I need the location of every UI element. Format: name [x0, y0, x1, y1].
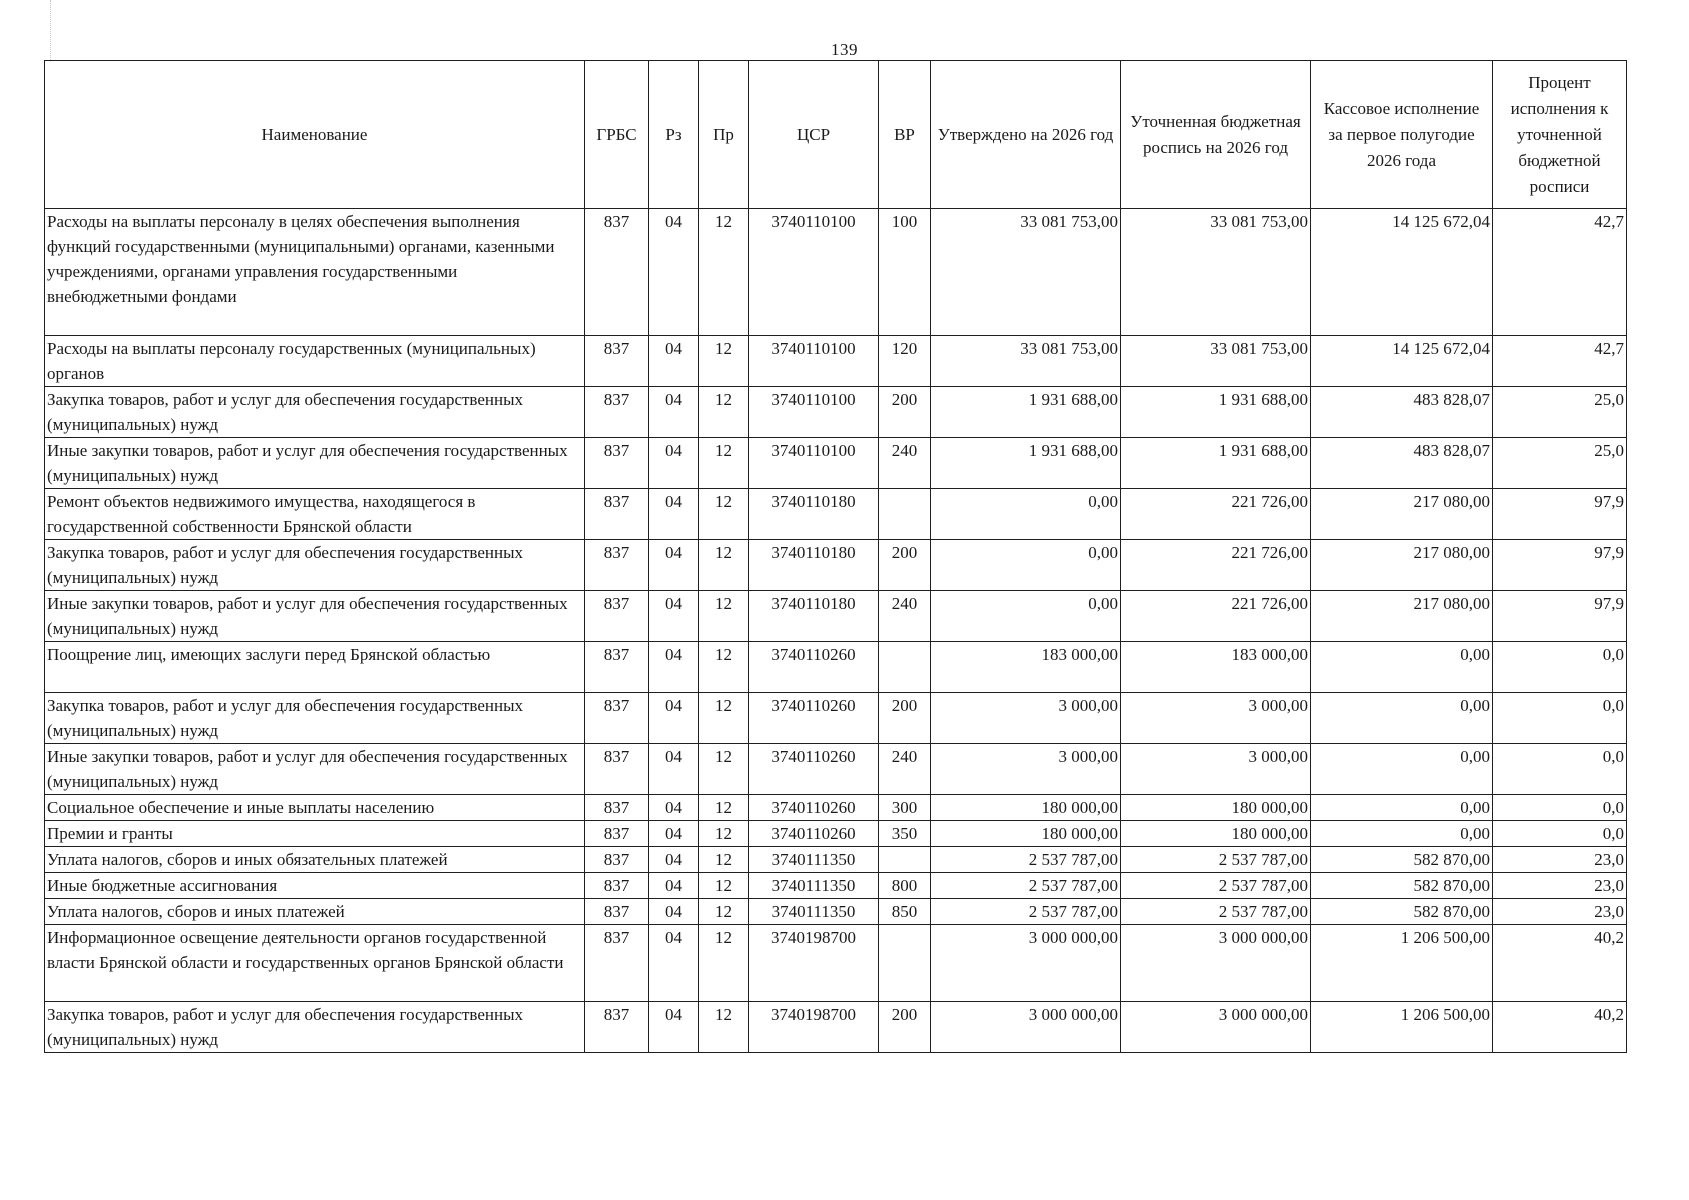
cell-pr: 12	[699, 873, 749, 899]
cell-executed: 0,00	[1311, 821, 1493, 847]
budget-execution-table	[44, 60, 1627, 1053]
cell-percent: 97,9	[1493, 591, 1627, 642]
cell-approved: 3 000,00	[931, 693, 1121, 744]
cell-name: Уплата налогов, сборов и иных платежей	[45, 899, 585, 925]
table-row	[45, 744, 1627, 795]
cell-approved: 180 000,00	[931, 821, 1121, 847]
cell-approved: 33 081 753,00	[931, 209, 1121, 336]
table-row	[45, 899, 1627, 925]
cell-executed: 1 206 500,00	[1311, 1002, 1493, 1053]
cell-csr: 3740110180	[749, 489, 879, 540]
cell-approved: 2 537 787,00	[931, 873, 1121, 899]
header-approved: Утверждено на 2026 год	[931, 61, 1121, 209]
cell-executed: 14 125 672,04	[1311, 209, 1493, 336]
cell-approved: 2 537 787,00	[931, 899, 1121, 925]
cell-csr: 3740110260	[749, 693, 879, 744]
header-refined: Уточненная бюджетная роспись на 2026 год	[1121, 61, 1311, 209]
cell-grbs: 837	[585, 489, 649, 540]
cell-percent: 40,2	[1493, 1002, 1627, 1053]
cell-executed: 217 080,00	[1311, 540, 1493, 591]
cell-vr: 200	[879, 1002, 931, 1053]
cell-csr: 3740110180	[749, 591, 879, 642]
cell-rz: 04	[649, 847, 699, 873]
table-row	[45, 489, 1627, 540]
cell-approved: 0,00	[931, 591, 1121, 642]
header-percent: Процент исполнения к уточненной бюджетной росписи	[1493, 61, 1627, 209]
cell-refined: 221 726,00	[1121, 489, 1311, 540]
cell-percent: 23,0	[1493, 847, 1627, 873]
cell-executed: 483 828,07	[1311, 438, 1493, 489]
cell-rz: 04	[649, 873, 699, 899]
cell-csr: 3740111350	[749, 847, 879, 873]
table-row	[45, 1002, 1627, 1053]
cell-pr: 12	[699, 847, 749, 873]
cell-approved: 0,00	[931, 540, 1121, 591]
cell-approved: 2 537 787,00	[931, 847, 1121, 873]
cell-grbs: 837	[585, 873, 649, 899]
cell-csr: 3740110260	[749, 642, 879, 693]
cell-rz: 04	[649, 387, 699, 438]
cell-vr	[879, 847, 931, 873]
cell-vr: 200	[879, 540, 931, 591]
cell-vr: 240	[879, 438, 931, 489]
cell-refined: 1 931 688,00	[1121, 387, 1311, 438]
cell-name: Закупка товаров, работ и услуг для обеспечения государственных (муниципальных) нужд	[45, 540, 585, 591]
cell-vr: 850	[879, 899, 931, 925]
cell-executed: 582 870,00	[1311, 873, 1493, 899]
cell-vr: 300	[879, 795, 931, 821]
cell-name: Закупка товаров, работ и услуг для обеспечения государственных (муниципальных) нужд	[45, 693, 585, 744]
table-row	[45, 693, 1627, 744]
cell-grbs: 837	[585, 925, 649, 1002]
cell-refined: 2 537 787,00	[1121, 899, 1311, 925]
cell-csr: 3740110180	[749, 540, 879, 591]
cell-csr: 3740110100	[749, 438, 879, 489]
cell-approved: 180 000,00	[931, 795, 1121, 821]
cell-approved: 1 931 688,00	[931, 387, 1121, 438]
cell-name: Поощрение лиц, имеющих заслуги перед Брянской областью	[45, 642, 585, 693]
cell-csr: 3740110260	[749, 744, 879, 795]
header-executed: Кассовое исполнение за первое полугодие 2026 года	[1311, 61, 1493, 209]
cell-refined: 2 537 787,00	[1121, 873, 1311, 899]
cell-rz: 04	[649, 642, 699, 693]
cell-rz: 04	[649, 821, 699, 847]
cell-vr: 350	[879, 821, 931, 847]
cell-pr: 12	[699, 1002, 749, 1053]
cell-pr: 12	[699, 336, 749, 387]
cell-refined: 221 726,00	[1121, 540, 1311, 591]
cell-csr: 3740110260	[749, 821, 879, 847]
cell-percent: 23,0	[1493, 899, 1627, 925]
cell-executed: 582 870,00	[1311, 899, 1493, 925]
cell-percent: 97,9	[1493, 489, 1627, 540]
cell-csr: 3740110260	[749, 795, 879, 821]
cell-vr: 240	[879, 744, 931, 795]
cell-grbs: 837	[585, 693, 649, 744]
cell-vr: 100	[879, 209, 931, 336]
cell-csr: 3740111350	[749, 899, 879, 925]
cell-rz: 04	[649, 591, 699, 642]
cell-refined: 3 000 000,00	[1121, 925, 1311, 1002]
cell-rz: 04	[649, 209, 699, 336]
cell-approved: 3 000 000,00	[931, 1002, 1121, 1053]
cell-grbs: 837	[585, 795, 649, 821]
cell-name: Иные закупки товаров, работ и услуг для обеспечения государственных (муниципальных) нужд	[45, 438, 585, 489]
cell-name: Иные закупки товаров, работ и услуг для обеспечения государственных (муниципальных) нужд	[45, 591, 585, 642]
cell-grbs: 837	[585, 387, 649, 438]
cell-pr: 12	[699, 642, 749, 693]
cell-executed: 217 080,00	[1311, 489, 1493, 540]
cell-grbs: 837	[585, 821, 649, 847]
cell-approved: 1 931 688,00	[931, 438, 1121, 489]
cell-grbs: 837	[585, 438, 649, 489]
header-vr: ВР	[879, 61, 931, 209]
cell-pr: 12	[699, 489, 749, 540]
cell-refined: 2 537 787,00	[1121, 847, 1311, 873]
cell-percent: 23,0	[1493, 873, 1627, 899]
cell-name: Расходы на выплаты персоналу в целях обеспечения выполнения функций государственными (муниципальными) органами, казенными учреждениями, органами управления государственными внебюджетными фондами	[45, 209, 585, 336]
table-row	[45, 925, 1627, 1002]
table-row	[45, 847, 1627, 873]
cell-rz: 04	[649, 438, 699, 489]
cell-csr: 3740110100	[749, 387, 879, 438]
cell-refined: 1 931 688,00	[1121, 438, 1311, 489]
cell-pr: 12	[699, 438, 749, 489]
cell-name: Ремонт объектов недвижимого имущества, находящегося в государственной собственности Брянской области	[45, 489, 585, 540]
cell-approved: 0,00	[931, 489, 1121, 540]
header-pr: Пр	[699, 61, 749, 209]
table-header-row	[45, 61, 1627, 209]
table-row	[45, 387, 1627, 438]
cell-percent: 40,2	[1493, 925, 1627, 1002]
table-row	[45, 438, 1627, 489]
cell-pr: 12	[699, 591, 749, 642]
cell-vr: 200	[879, 693, 931, 744]
cell-vr: 800	[879, 873, 931, 899]
table-row	[45, 873, 1627, 899]
header-name: Наименование	[45, 61, 585, 209]
cell-executed: 14 125 672,04	[1311, 336, 1493, 387]
cell-executed: 0,00	[1311, 744, 1493, 795]
cell-percent: 0,0	[1493, 642, 1627, 693]
cell-refined: 180 000,00	[1121, 821, 1311, 847]
cell-executed: 0,00	[1311, 693, 1493, 744]
cell-refined: 180 000,00	[1121, 795, 1311, 821]
cell-approved: 183 000,00	[931, 642, 1121, 693]
cell-percent: 0,0	[1493, 795, 1627, 821]
cell-pr: 12	[699, 387, 749, 438]
cell-percent: 0,0	[1493, 821, 1627, 847]
cell-percent: 42,7	[1493, 209, 1627, 336]
cell-refined: 3 000,00	[1121, 744, 1311, 795]
cell-pr: 12	[699, 925, 749, 1002]
cell-grbs: 837	[585, 336, 649, 387]
cell-grbs: 837	[585, 591, 649, 642]
cell-rz: 04	[649, 336, 699, 387]
cell-vr	[879, 925, 931, 1002]
cell-pr: 12	[699, 209, 749, 336]
header-rz: Рз	[649, 61, 699, 209]
cell-rz: 04	[649, 1002, 699, 1053]
cell-csr: 3740110100	[749, 336, 879, 387]
cell-approved: 3 000,00	[931, 744, 1121, 795]
table-row	[45, 795, 1627, 821]
cell-executed: 0,00	[1311, 642, 1493, 693]
cell-name: Иные бюджетные ассигнования	[45, 873, 585, 899]
cell-rz: 04	[649, 693, 699, 744]
table-row	[45, 336, 1627, 387]
cell-name: Закупка товаров, работ и услуг для обеспечения государственных (муниципальных) нужд	[45, 1002, 585, 1053]
budget-table-container	[44, 60, 1627, 1053]
cell-percent: 0,0	[1493, 693, 1627, 744]
cell-approved: 3 000 000,00	[931, 925, 1121, 1002]
cell-pr: 12	[699, 693, 749, 744]
table-row	[45, 642, 1627, 693]
cell-grbs: 837	[585, 209, 649, 336]
cell-name: Расходы на выплаты персоналу государственных (муниципальных) органов	[45, 336, 585, 387]
cell-rz: 04	[649, 899, 699, 925]
cell-pr: 12	[699, 899, 749, 925]
table-row	[45, 591, 1627, 642]
cell-rz: 04	[649, 540, 699, 591]
cell-vr	[879, 642, 931, 693]
cell-pr: 12	[699, 744, 749, 795]
cell-percent: 25,0	[1493, 438, 1627, 489]
cell-name: Уплата налогов, сборов и иных обязательных платежей	[45, 847, 585, 873]
cell-name: Информационное освещение деятельности органов государственной власти Брянской области и государственных органов Брянской области	[45, 925, 585, 1002]
cell-grbs: 837	[585, 642, 649, 693]
cell-grbs: 837	[585, 540, 649, 591]
cell-executed: 582 870,00	[1311, 847, 1493, 873]
cell-pr: 12	[699, 821, 749, 847]
cell-grbs: 837	[585, 1002, 649, 1053]
cell-vr: 120	[879, 336, 931, 387]
cell-rz: 04	[649, 489, 699, 540]
cell-executed: 1 206 500,00	[1311, 925, 1493, 1002]
table-row	[45, 209, 1627, 336]
header-csr: ЦСР	[749, 61, 879, 209]
page-number: 139	[831, 40, 858, 59]
cell-percent: 97,9	[1493, 540, 1627, 591]
cell-vr: 240	[879, 591, 931, 642]
cell-executed: 0,00	[1311, 795, 1493, 821]
cell-grbs: 837	[585, 744, 649, 795]
cell-csr: 3740110100	[749, 209, 879, 336]
cell-refined: 221 726,00	[1121, 591, 1311, 642]
cell-grbs: 837	[585, 899, 649, 925]
table-row	[45, 821, 1627, 847]
header-grbs: ГРБС	[585, 61, 649, 209]
cell-pr: 12	[699, 540, 749, 591]
cell-executed: 483 828,07	[1311, 387, 1493, 438]
cell-refined: 33 081 753,00	[1121, 336, 1311, 387]
cell-name: Социальное обеспечение и иные выплаты населению	[45, 795, 585, 821]
cell-name: Закупка товаров, работ и услуг для обеспечения государственных (муниципальных) нужд	[45, 387, 585, 438]
cell-pr: 12	[699, 795, 749, 821]
cell-refined: 33 081 753,00	[1121, 209, 1311, 336]
cell-rz: 04	[649, 744, 699, 795]
cell-refined: 3 000 000,00	[1121, 1002, 1311, 1053]
cell-rz: 04	[649, 795, 699, 821]
cell-csr: 3740198700	[749, 925, 879, 1002]
cell-grbs: 837	[585, 847, 649, 873]
table-row	[45, 540, 1627, 591]
cell-refined: 183 000,00	[1121, 642, 1311, 693]
cell-name: Иные закупки товаров, работ и услуг для обеспечения государственных (муниципальных) нужд	[45, 744, 585, 795]
cell-rz: 04	[649, 925, 699, 1002]
cell-percent: 25,0	[1493, 387, 1627, 438]
cell-vr	[879, 489, 931, 540]
cell-approved: 33 081 753,00	[931, 336, 1121, 387]
cell-csr: 3740111350	[749, 873, 879, 899]
cell-percent: 0,0	[1493, 744, 1627, 795]
cell-name: Премии и гранты	[45, 821, 585, 847]
cell-executed: 217 080,00	[1311, 591, 1493, 642]
cell-refined: 3 000,00	[1121, 693, 1311, 744]
cell-percent: 42,7	[1493, 336, 1627, 387]
cell-csr: 3740198700	[749, 1002, 879, 1053]
cell-vr: 200	[879, 387, 931, 438]
